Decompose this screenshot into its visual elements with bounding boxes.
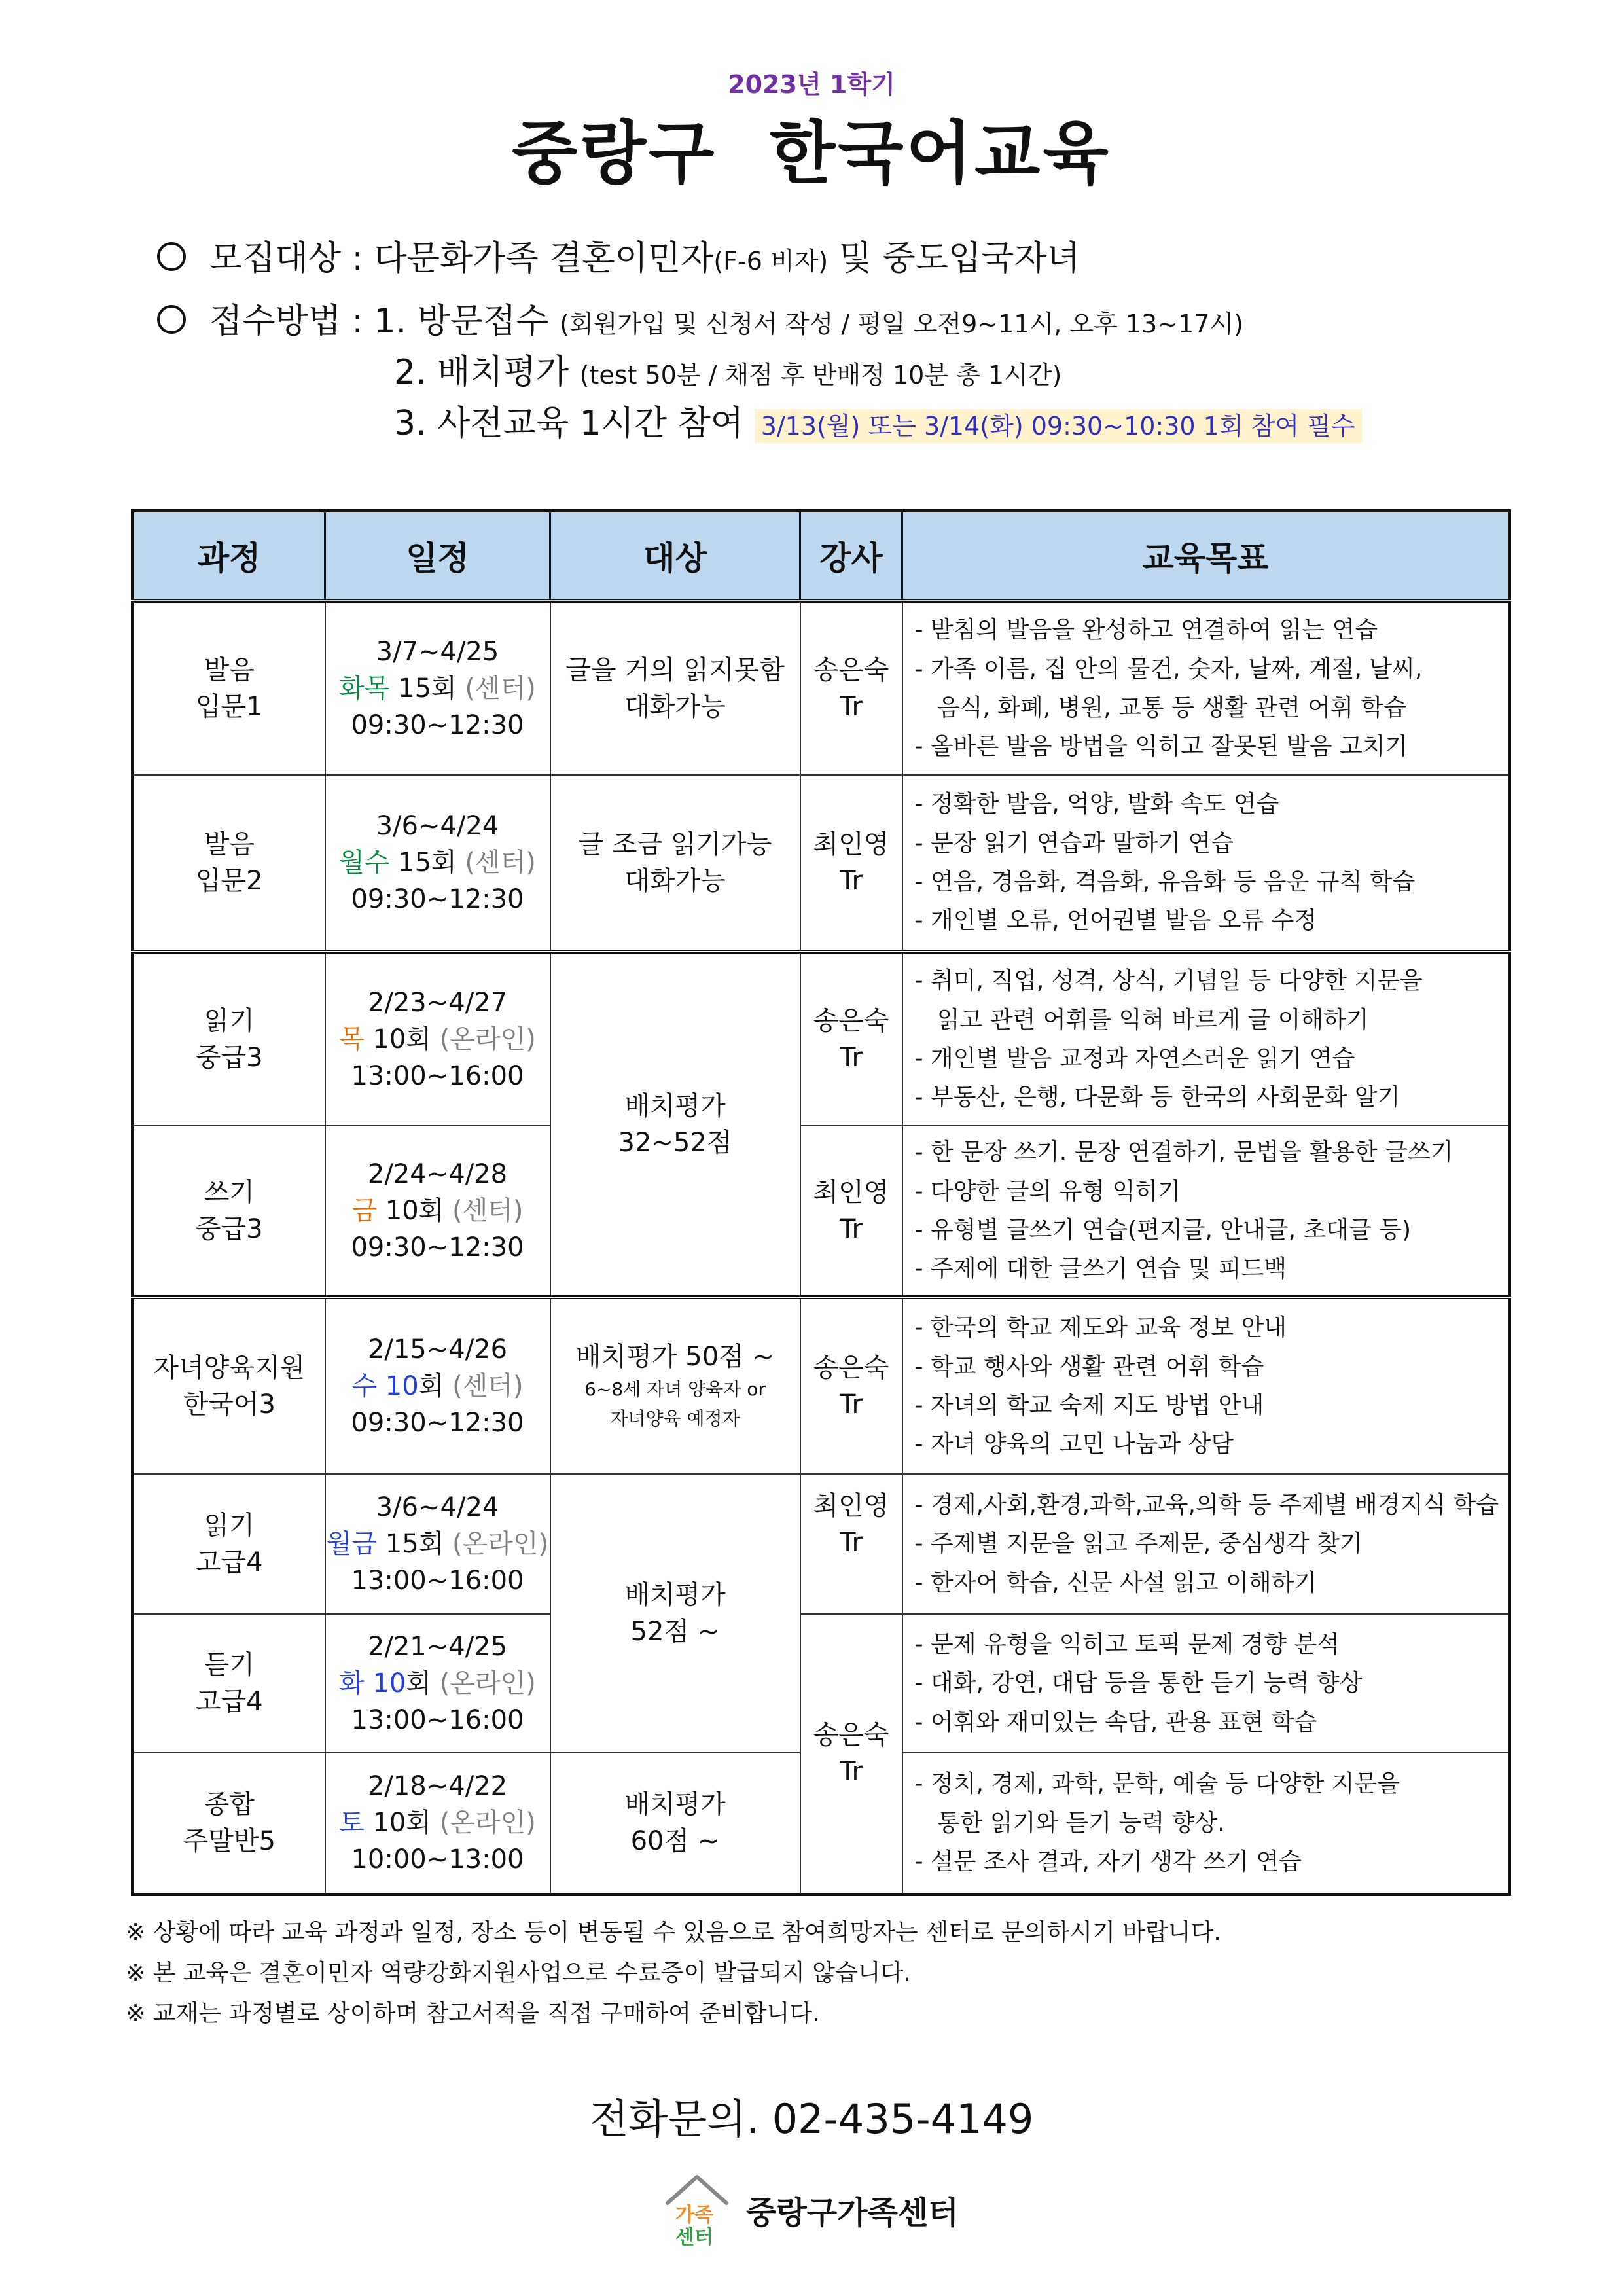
header-teacher: 강사 [800, 511, 902, 601]
semester-label: 2023년 1학기 [728, 70, 895, 99]
recruit-line [157, 230, 1080, 279]
goals-cell: - 정확한 발음, 억양, 발화 속도 연습 - 문장 읽기 연습과 말하기 연습 - 연음, 경음화, 격음화, 유음화 등 음운 규칙 학습 - 개인별 오류, 언어권별 발음 오류 수정 [902, 775, 1510, 952]
apply-3-highlight: 3/13(월) 또는 3/14(화) 09:30~10:30 1회 참여 필수 [755, 409, 1362, 443]
family-house-icon [661, 2170, 733, 2249]
teacher-cell: 송은숙 Tr [800, 601, 902, 775]
course-cell: 쓰기 중급3 [133, 1126, 325, 1297]
apply-line-3 [394, 395, 1362, 444]
schedule-cell: 2/23~4/27 목 10회 (온라인) 13:00~16:00 [325, 952, 550, 1126]
schedule-cell: 2/18~4/22 토 10회 (온라인) 10:00~13:00 [325, 1753, 550, 1894]
note-item: ※ 상황에 따라 교육 과정과 일정, 장소 등이 변동될 수 있음으로 참여희망자는 센터로 문의하시기 바랍니다. [126, 1919, 1221, 1946]
center-logo [661, 2170, 959, 2249]
days-label: 월금 [326, 1529, 378, 1559]
course-cell: 발음 입문1 [133, 601, 325, 775]
days-label: 목 [339, 1024, 365, 1054]
logo-mark-text-2: 센터 [675, 2226, 713, 2249]
contact-phone: 전화문의. 02-435-4149 [589, 2095, 1034, 2143]
apply-2: 2. 배치평가 [394, 353, 569, 392]
table-row [133, 952, 1510, 1126]
page-title: 중랑구 한국어교육 [512, 113, 1111, 193]
goals-cell: - 문제 유형을 익히고 토픽 문제 경향 분석 - 대화, 강연, 대담 등을 통한 듣기 능력 향상 - 어휘와 재미있는 속담, 관용 표현 학습 [902, 1614, 1510, 1753]
circle-bullet-icon [157, 305, 186, 334]
course-cell: 읽기 중급3 [133, 952, 325, 1126]
header-target: 대상 [550, 511, 800, 601]
days-label: 금 [351, 1196, 378, 1226]
goals-cell: - 취미, 직업, 성격, 상식, 기념일 등 다양한 지문을 읽고 관련 어휘를 익혀 바르게 글 이해하기 - 개인별 발음 교정과 자연스러운 읽기 연습 - 부동산, 은행, 다문화 등 한국의 사회문화 알기 [902, 952, 1510, 1126]
course-cell: 종합 주말반5 [133, 1753, 325, 1894]
apply-label: 접수방법 : 1. 방문접수 [209, 302, 549, 341]
header-goals: 교육목표 [902, 511, 1510, 601]
days-label: 토 [339, 1808, 365, 1839]
goals-cell: - 경제,사회,환경,과학,교육,의학 등 주제별 배경지식 학습 - 주제별 지문을 읽고 주제문, 중심생각 찾기 - 한자어 학습, 신문 사설 읽고 이해하기 [902, 1474, 1510, 1614]
apply-line-2 [394, 344, 1061, 393]
schedule-cell: 2/21~4/25 화 10회 (온라인) 13:00~16:00 [325, 1614, 550, 1753]
table-header-row [133, 511, 1510, 601]
schedule-cell: 3/6~4/24 월수 15회 (센터) 09:30~12:30 [325, 775, 550, 952]
notes-block [126, 1912, 1221, 2034]
course-cell: 읽기 고급4 [133, 1474, 325, 1614]
target-cell: 배치평가 50점 ~ 6~8세 자녀 양육자 or 자녀양육 예정자 [550, 1297, 800, 1474]
course-cell: 자녀양육지원 한국어3 [133, 1297, 325, 1474]
apply-1-detail: (회원가입 및 신청서 작성 / 평일 오전9~11시, 오후 13~17시) [560, 310, 1243, 338]
table-row [133, 1126, 1510, 1297]
course-cell: 발음 입문2 [133, 775, 325, 952]
recruit-label: 모집대상 : 다문화가족 결혼이민자 [209, 239, 714, 278]
teacher-cell: 송은숙 Tr [800, 1297, 902, 1474]
goals-cell: - 정치, 경제, 과학, 문학, 예술 등 다양한 지문을 통한 읽기와 듣기 능력 향상. - 설문 조사 결과, 자기 생각 쓰기 연습 [902, 1753, 1510, 1894]
schedule-cell: 2/24~4/28 금 10회 (센터) 09:30~12:30 [325, 1126, 550, 1297]
header-course: 과정 [133, 511, 325, 601]
note-item: ※ 본 교육은 결혼이민자 역량강화지원사업으로 수료증이 발급되지 않습니다. [126, 1960, 911, 1986]
circle-bullet-icon [157, 242, 186, 271]
table-row [133, 1614, 1510, 1753]
course-cell: 듣기 고급4 [133, 1614, 325, 1753]
table-row [133, 1297, 1510, 1474]
teacher-cell: 최인영 Tr [800, 775, 902, 952]
target-cell: 배치평가 60점 ~ [550, 1753, 800, 1894]
goals-cell: - 받침의 발음을 완성하고 연결하여 읽는 연습 - 가족 이름, 집 안의 물건, 숫자, 날짜, 계절, 날씨, 음식, 화폐, 병원, 교통 등 생활 관련 어휘 학습 - 올바른 발음 방법을 익히고 잘못된 발음 고치기 [902, 601, 1510, 775]
goals-cell: - 한 문장 쓰기. 문장 연결하기, 문법을 활용한 글쓰기 - 다양한 글의 유형 익히기 - 유형별 글쓰기 연습(편지글, 안내글, 초대글 등) - 주제에 대한 글쓰기 연습 및 피드백 [902, 1126, 1510, 1297]
table-row [133, 601, 1510, 775]
logo-mark-text-1: 가족 [675, 2204, 713, 2227]
target-cell: 배치평가 52점 ~ [550, 1474, 800, 1753]
target-cell: 글을 거의 읽지못함 대화가능 [550, 601, 800, 775]
target-cell: 배치평가 32~52점 [550, 952, 800, 1297]
recruit-rest: 및 중도입국자녀 [838, 239, 1080, 278]
target-cell: 글 조금 읽기가능 대화가능 [550, 775, 800, 952]
goals-cell: - 한국의 학교 제도와 교육 정보 안내 - 학교 행사와 생활 관련 어휘 학습 - 자녀의 학교 숙제 지도 방법 안내 - 자녀 양육의 고민 나눔과 상담 [902, 1297, 1510, 1474]
teacher-cell: 송은숙 Tr [800, 952, 902, 1126]
apply-2-detail: (test 50분 / 채점 후 반배정 10분 총 1시간) [579, 361, 1062, 389]
teacher-cell: 최인영 Tr [800, 1474, 902, 1614]
schedule-cell: 3/6~4/24 월금 15회 (온라인) 13:00~16:00 [325, 1474, 550, 1614]
header-schedule: 일정 [325, 511, 550, 601]
days-label: 화 10 [339, 1668, 406, 1698]
teacher-cell: 최인영 Tr [800, 1126, 902, 1297]
days-label: 수 10 [351, 1371, 419, 1401]
teacher-cell: 송은숙 Tr [800, 1614, 902, 1894]
recruit-visa: (F-6 비자) [713, 247, 829, 276]
schedule-table [131, 509, 1511, 1896]
note-item: ※ 교재는 과정별로 상이하며 참고서적을 직접 구매하여 준비합니다. [126, 2000, 820, 2027]
apply-line-1 [157, 293, 1243, 342]
table-row [133, 1474, 1510, 1614]
days-label: 화목 [339, 673, 390, 704]
apply-3: 3. 사전교육 1시간 참여 [394, 404, 744, 443]
days-label: 월수 [339, 848, 390, 878]
table-row [133, 775, 1510, 952]
center-name: 중랑구가족센터 [746, 2194, 959, 2231]
schedule-cell: 2/15~4/26 수 10회 (센터) 09:30~12:30 [325, 1297, 550, 1474]
schedule-cell: 3/7~4/25 화목 15회 (센터) 09:30~12:30 [325, 601, 550, 775]
